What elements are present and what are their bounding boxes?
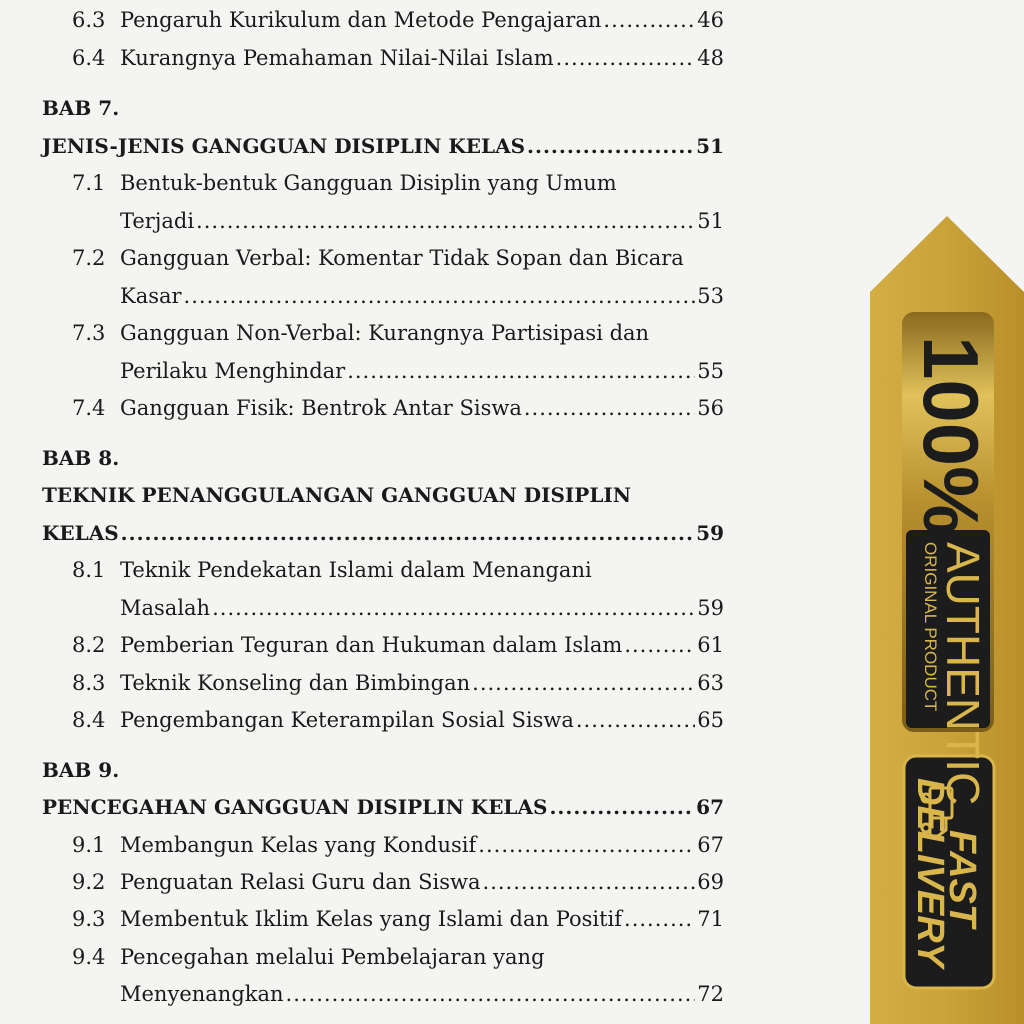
section-number: 8.2 bbox=[72, 633, 106, 657]
chapter-title: JENIS-JENIS GANGGUAN DISIPLIN KELAS bbox=[42, 134, 526, 158]
section-number: 8.1 bbox=[72, 558, 106, 582]
toc-entry bbox=[120, 46, 724, 70]
section-title: Pemberian Teguran dan Hukuman dalam Islam bbox=[120, 633, 623, 657]
section-number: 7.4 bbox=[72, 396, 106, 420]
chapter-title-line2: KELAS bbox=[42, 521, 119, 545]
authentic-ribbon bbox=[870, 0, 1024, 1024]
page-number: 67 bbox=[696, 795, 724, 819]
chapter-label: BAB 7. bbox=[42, 96, 120, 120]
authentic-text: AUTHENTIC bbox=[937, 542, 989, 806]
chapter-label: BAB 8. bbox=[42, 446, 120, 470]
page-number: 63 bbox=[697, 671, 724, 695]
fast-text: FAST bbox=[941, 830, 983, 928]
page-number: 61 bbox=[697, 633, 724, 657]
section-title: Teknik Konseling dan Bimbingan bbox=[120, 671, 471, 695]
delivery-text: DELIVERY bbox=[909, 778, 951, 968]
dot-leader bbox=[624, 907, 695, 931]
dot-leader bbox=[184, 284, 696, 308]
toc-entry bbox=[120, 596, 724, 620]
page-number: 65 bbox=[697, 708, 724, 732]
chapter-label: BAB 9. bbox=[42, 758, 120, 782]
dot-leader bbox=[624, 633, 695, 657]
section-number: 6.3 bbox=[72, 8, 106, 32]
section-title-line1: Pencegahan melalui Pembelajaran yang bbox=[120, 945, 545, 969]
section-title-line2: Menyenangkan bbox=[120, 982, 284, 1006]
section-number: 9.4 bbox=[72, 945, 106, 969]
dot-leader bbox=[347, 359, 695, 383]
page-number: 71 bbox=[697, 907, 724, 931]
chapter-entry bbox=[42, 795, 724, 819]
section-number: 8.4 bbox=[72, 708, 106, 732]
page-number: 72 bbox=[697, 982, 724, 1006]
chapter-entry bbox=[42, 134, 724, 158]
toc-entry bbox=[120, 708, 724, 732]
toc-entry bbox=[120, 284, 724, 308]
section-number: 9.2 bbox=[72, 870, 106, 894]
section-title-line2: Masalah bbox=[120, 596, 211, 620]
section-title-line2: Perilaku Menghindar bbox=[120, 359, 346, 383]
dot-leader bbox=[286, 982, 696, 1006]
percent-text: 100% bbox=[907, 336, 995, 536]
page-number: 51 bbox=[697, 209, 724, 233]
section-title-line1: Gangguan Verbal: Komentar Tidak Sopan dan Bicara bbox=[120, 246, 684, 270]
page-number: 59 bbox=[697, 596, 724, 620]
toc-entry bbox=[120, 870, 724, 894]
section-title: Membentuk Iklim Kelas yang Islami dan Positif bbox=[120, 907, 623, 931]
page-number: 55 bbox=[697, 359, 724, 383]
section-title: Kurangnya Pemahaman Nilai-Nilai Islam bbox=[120, 46, 554, 70]
section-title-line1: Teknik Pendekatan Islami dalam Menangani bbox=[120, 558, 592, 582]
chapter-title: PENCEGAHAN GANGGUAN DISIPLIN KELAS bbox=[42, 795, 548, 819]
page-number: 51 bbox=[696, 134, 724, 158]
original-product-text: ORIGINAL PRODUCT bbox=[921, 542, 940, 712]
section-title-line2: Kasar bbox=[120, 284, 182, 308]
section-number: 7.1 bbox=[72, 171, 106, 195]
section-number: 6.4 bbox=[72, 46, 106, 70]
toc-entry bbox=[120, 8, 724, 32]
section-title: Gangguan Fisik: Bentrok Antar Siswa bbox=[120, 396, 522, 420]
section-title: Pengaruh Kurikulum dan Metode Pengajaran bbox=[120, 8, 602, 32]
dot-leader bbox=[121, 521, 695, 545]
page-number: 56 bbox=[697, 396, 724, 420]
dot-leader bbox=[549, 795, 694, 819]
dot-leader bbox=[478, 833, 695, 857]
chapter-entry bbox=[42, 521, 724, 545]
page-number: 46 bbox=[697, 8, 724, 32]
page-number: 59 bbox=[696, 521, 724, 545]
dot-leader bbox=[212, 596, 695, 620]
dot-leader bbox=[524, 396, 695, 420]
section-number: 9.1 bbox=[72, 833, 106, 857]
dot-leader bbox=[483, 870, 696, 894]
chapter-title-line1: TEKNIK PENANGGULANGAN GANGGUAN DISIPLIN bbox=[42, 483, 632, 507]
toc-entry bbox=[120, 396, 724, 420]
toc-entry bbox=[120, 982, 724, 1006]
toc-entry bbox=[120, 633, 724, 657]
dot-leader bbox=[556, 46, 696, 70]
toc-entry bbox=[120, 359, 724, 383]
toc-entry bbox=[120, 671, 724, 695]
page-number: 48 bbox=[697, 46, 724, 70]
section-title: Penguatan Relasi Guru dan Siswa bbox=[120, 870, 481, 894]
section-number: 8.3 bbox=[72, 671, 106, 695]
page-number: 69 bbox=[697, 870, 724, 894]
page-number: 53 bbox=[697, 284, 724, 308]
section-number: 9.3 bbox=[72, 907, 106, 931]
page-number: 67 bbox=[697, 833, 724, 857]
dot-leader bbox=[576, 708, 695, 732]
section-title: Pengembangan Keterampilan Sosial Siswa bbox=[120, 708, 574, 732]
section-title: Membangun Kelas yang Kondusif bbox=[120, 833, 477, 857]
dot-leader bbox=[603, 8, 695, 32]
dot-leader bbox=[527, 134, 694, 158]
dot-leader bbox=[472, 671, 695, 695]
section-title-line1: Bentuk-bentuk Gangguan Disiplin yang Umum bbox=[120, 171, 617, 195]
section-number: 7.2 bbox=[72, 246, 106, 270]
section-number: 7.3 bbox=[72, 321, 106, 345]
toc-entry bbox=[120, 907, 724, 931]
section-title-line2: Terjadi bbox=[120, 209, 195, 233]
section-title-line1: Gangguan Non-Verbal: Kurangnya Partisipasi dan bbox=[120, 321, 650, 345]
toc-entry bbox=[120, 833, 724, 857]
toc-entry bbox=[120, 209, 724, 233]
dot-leader bbox=[196, 209, 695, 233]
